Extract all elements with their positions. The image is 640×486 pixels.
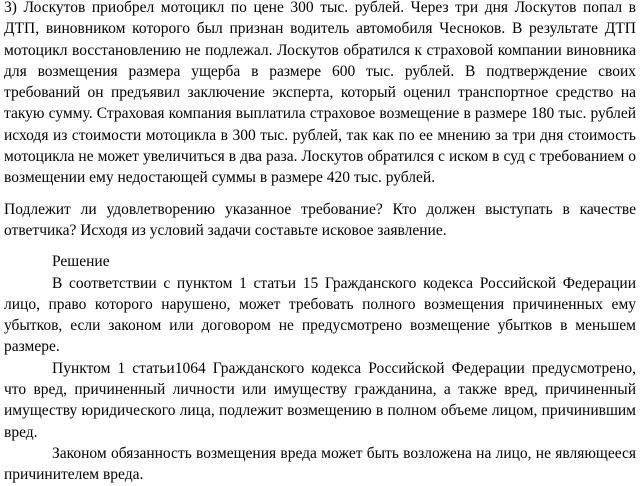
task-question: Подлежит ли удовлетворению указанное требование? Кто должен выступать в качестве ответчика? Исходя из условий задачи составьте исковое заявление. xyxy=(4,200,636,239)
solution-paragraph: Законом обязанность возмещения вреда может быть возложена на лицо, не являющееся причинителем вреда. xyxy=(4,444,636,484)
solution-paragraph: Пунктом 1 статьи1064 Гражданского кодекса Российской Федерации предусмотрено, что вред, причиненный личности или имуществу гражданина, а также вред, причиненный имуществу юридического лица, подлежит возмещению в полном объеме лицом, причинившим вред. xyxy=(4,359,636,441)
solution-heading: Решение xyxy=(52,253,110,271)
solution-paragraph: В соответствии с пунктом 1 статьи 15 Гражданского кодекса Российской Федерации лицо, право которого нарушено, может требовать полного возмещения причиненных ему убытков, если законом или договором не предусмотрено возмещение убытков в меньшем размере. xyxy=(4,274,636,356)
task-statement: 3) Лоскутов приобрел мотоцикл по цене 300 тыс. рублей. Через три дня Лоскутов попал в ДТП, виновником которого был признан водитель автомобиля Чесноков. В результате ДТП мотоцикл восстановлению не подлежал. Лоскутов обратился к страховой компании виновника для возмещения размера ущерба в размере 600 тыс. рублей. В подтверждение своих требований он предъявил заключение эксперта, который оценил транспортное средство на такую сумму. Страховая компания выплатила страховое возмещение в размере 180 тыс. рублей исходя из стоимости мотоцикла в 300 тыс. рублей, так как по ее мнению за три дня стоимость мотоцикла не может увеличиться в два раза. Лоскутов обратился с иском в суд с требованием о возмещении ему недостающей суммы в размере 420 тыс. рублей. xyxy=(4,0,636,187)
solution-section xyxy=(4,251,636,485)
